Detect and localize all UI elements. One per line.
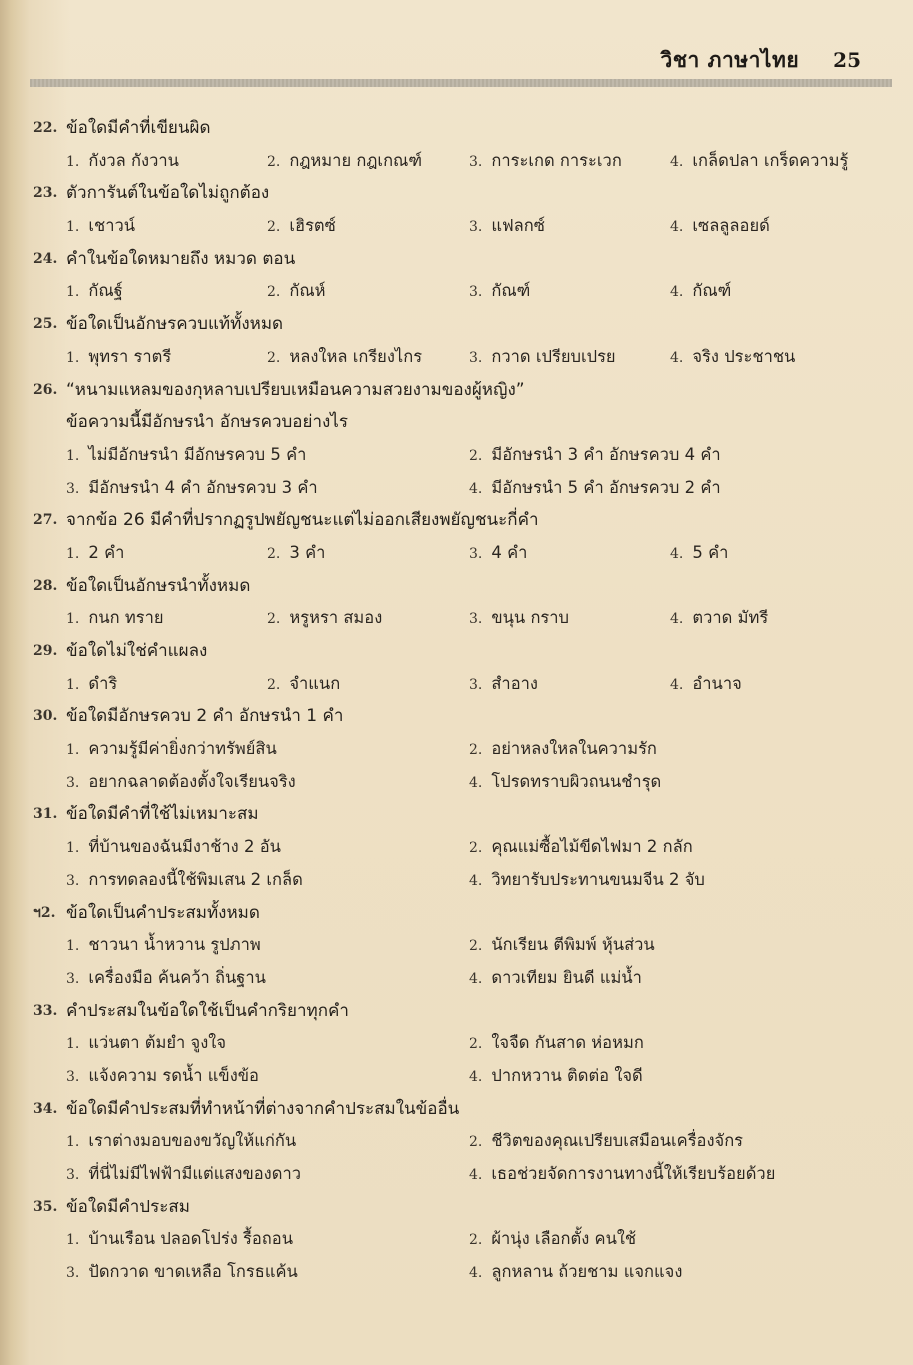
question-number: 27. (33, 512, 58, 529)
option-2: 2. หลงใหล เกรียงไกร (267, 346, 423, 366)
option-1: 1. เราต่างมอบของขวัญให้แก่กัน (66, 1131, 297, 1151)
question-number: 29. (33, 643, 58, 659)
option-1: 1. ความรู้มีค่ายิ่งกว่าทรัพย์สิน (66, 739, 277, 759)
question-text: ข้อใดมีอักษรควบ 2 คำ อักษรนำ 1 คำ (66, 706, 344, 727)
page-header (661, 44, 861, 77)
question-number: 25. (33, 316, 58, 333)
option-3: 3. อยากฉลาดต้องตั้งใจเรียนจริง (66, 771, 296, 791)
option-1: 1. 2 คำ (66, 542, 125, 562)
question-number: 31. (33, 806, 58, 823)
subject-title: วิชา ภาษาไทย (660, 48, 800, 72)
option-1: 1. ที่บ้านของฉันมีงาช้าง 2 อัน (66, 837, 281, 857)
option-4: 4. ลูกหลาน ถ้วยชาม แจกแจง (469, 1262, 683, 1282)
option-1: 1. กังวล กังวาน (66, 150, 179, 170)
option-4: 4. วิทยารับประทานขนมจีน 2 จับ (469, 869, 705, 889)
question-28 (0, 570, 913, 635)
option-2: 2. จำแนก (267, 673, 341, 693)
option-4: 4. เธอช่วยจัดการงานทางนี้ให้เรียบร้อยด้วย (469, 1164, 776, 1183)
question-number: 23. (33, 185, 58, 202)
option-1: 1. ดำริ (66, 673, 118, 693)
question-text: ข้อใดมีคำที่ใช้ไม่เหมาะสม (66, 804, 259, 825)
option-1: 1. บ้านเรือน ปลอดโปร่ง รื้อถอน (66, 1229, 293, 1249)
option-2: 2. ผ้านุ่ง เลือกตั้ง คนใช้ (469, 1229, 637, 1249)
question-number: ฯ2. (33, 904, 56, 921)
question-32 (0, 897, 913, 995)
option-1: 1. กนก ทราย (66, 608, 164, 628)
option-3: 3. ขนุน กราบ (469, 608, 570, 628)
question-text: ข้อใดมีคำประสมที่ทำหน้าที่ต่างจากคำประสมในข้ออื่น (66, 1098, 460, 1119)
question-26 (0, 374, 913, 505)
option-2: 2. คุณแม่ซื้อไม้ขีดไฟมา 2 กลัก (469, 837, 693, 857)
question-text: ข้อใดเป็นอักษรนำทั้งหมด (66, 575, 251, 596)
option-4: 4. โปรดทราบผิวถนนชำรุด (469, 771, 662, 791)
question-text: คำประสมในข้อใดใช้เป็นคำกริยาทุกคำ (66, 1000, 349, 1021)
question-23 (0, 177, 913, 242)
question-27 (0, 504, 913, 569)
option-1: 1. ไม่มีอักษรนำ มีอักษรควบ 5 คำ (66, 444, 307, 464)
question-22 (0, 112, 913, 177)
option-2: 2. มีอักษรนำ 3 คำ อักษรควบ 4 คำ (469, 444, 721, 464)
option-2: 2. 3 คำ (267, 542, 326, 562)
question-text: ข้อใดมีคำที่เขียนผิด (66, 118, 211, 138)
option-1: 1. ชาวนา น้ำหวาน รูปภาพ (66, 935, 261, 955)
question-text: ตัวการันต์ในข้อใดไม่ถูกต้อง (66, 183, 270, 204)
option-3: 3. แจ้งความ รดน้ำ แข็งข้อ (66, 1065, 259, 1085)
option-2: 2. กัณห์ (267, 281, 326, 301)
question-number: 28. (33, 577, 58, 594)
page-number: 25 (833, 48, 861, 72)
question-24 (0, 243, 913, 308)
question-25 (0, 308, 913, 373)
question-text: ข้อใดเป็นอักษรควบแท้ทั้งหมด (66, 314, 284, 335)
option-2: 2. เฮิรตซ์ (267, 216, 336, 236)
option-3: 3. เครื่องมือ ค้นคว้า ถิ่นฐาน (66, 967, 266, 987)
question-quote: “หนามแหลมของกุหลาบเปรียบเหมือนความสวยงามของผู้หญิง” (66, 379, 525, 400)
question-number: 26. (33, 381, 58, 398)
option-3: 3. กัณฑ์ (469, 281, 531, 301)
option-2: 2. กฎหมาย กฎเกณฑ์ (267, 150, 423, 170)
question-number: 22. (33, 120, 58, 136)
option-4: 4. เซลลูลอยด์ (670, 216, 770, 236)
question-number: 24. (33, 250, 58, 267)
option-4: 4. ตวาด มัทรี (670, 608, 769, 628)
question-text: จากข้อ 26 มีคำที่ปรากฏรูปพยัญชนะแต่ไม่ออกเสียงพยัญชนะกี่คำ (66, 510, 539, 531)
option-4: 4. กัณฑ์ (670, 281, 732, 301)
question-number: 35. (33, 1198, 58, 1215)
option-4: 4. จริง ประชาชน (670, 346, 796, 366)
option-4: 4. ปากหวาน ติดต่อ ใจดี (469, 1065, 643, 1085)
question-number: 34. (33, 1100, 58, 1117)
option-4: 4. อำนาจ (670, 673, 742, 693)
option-1: 1. แว่นตา ต้มยำ จูงใจ (66, 1033, 226, 1053)
option-4: 4. มีอักษรนำ 5 คำ อักษรควบ 2 คำ (469, 477, 721, 497)
question-33 (0, 995, 913, 1093)
header-rule (30, 79, 892, 87)
option-3: 3. แฟลกซ์ (469, 216, 545, 236)
option-3: 3. มีอักษรนำ 4 คำ อักษรควบ 3 คำ (66, 477, 318, 497)
question-list (0, 112, 913, 1289)
option-3: 3. ที่นี่ไม่มีไฟฟ้ามีแต่แสงของดาว (66, 1164, 301, 1183)
question-29 (0, 635, 913, 700)
option-2: 2. หรูหรา สมอง (267, 608, 383, 628)
option-4: 4. เกล็ดปลา เกร็ดความรู้ (670, 150, 849, 170)
question-number: 30. (33, 708, 58, 725)
option-1: 1. พุทรา ราตรี (66, 346, 172, 366)
option-2: 2. นักเรียน ตีพิมพ์ หุ้นส่วน (469, 935, 655, 955)
question-text: ข้อใดไม่ใช่คำแผลง (66, 641, 208, 661)
option-3: 3. ปัดกวาด ขาดเหลือ โกรธแค้น (66, 1262, 298, 1282)
question-31 (0, 798, 913, 896)
question-text: ข้อความนี้มีอักษรนำ อักษรควบอย่างไร (66, 412, 348, 433)
option-3: 3. การะเกด การะเวก (469, 150, 622, 170)
question-number: 33. (33, 1002, 58, 1019)
option-2: 2. ชีวิตของคุณเปรียบเสมือนเครื่องจักร (469, 1131, 744, 1151)
option-3: 3. การทดลองนี้ใช้พิมเสน 2 เกล็ด (66, 869, 303, 889)
option-4: 4. 5 คำ (670, 542, 729, 562)
option-2: 2. ใจจืด กันสาด ห่อหมก (469, 1033, 644, 1053)
option-1: 1. เชาวน์ (66, 216, 136, 236)
option-3: 3. 4 คำ (469, 542, 528, 562)
question-30 (0, 700, 913, 798)
option-3: 3. สำอาง (469, 673, 538, 693)
question-text: ข้อใดเป็นคำประสมทั้งหมด (66, 902, 260, 923)
question-text: ข้อใดมีคำประสม (66, 1196, 190, 1217)
question-34 (0, 1093, 913, 1191)
option-2: 2. อย่าหลงใหลในความรัก (469, 739, 657, 759)
option-3: 3. กวาด เปรียบเปรย (469, 346, 616, 366)
option-4: 4. ดาวเทียม ยินดี แม่น้ำ (469, 967, 642, 987)
question-35 (0, 1191, 913, 1289)
option-1: 1. กัณฐ์ (66, 281, 123, 301)
question-text: คำในข้อใดหมายถึง หมวด ตอน (66, 248, 296, 269)
